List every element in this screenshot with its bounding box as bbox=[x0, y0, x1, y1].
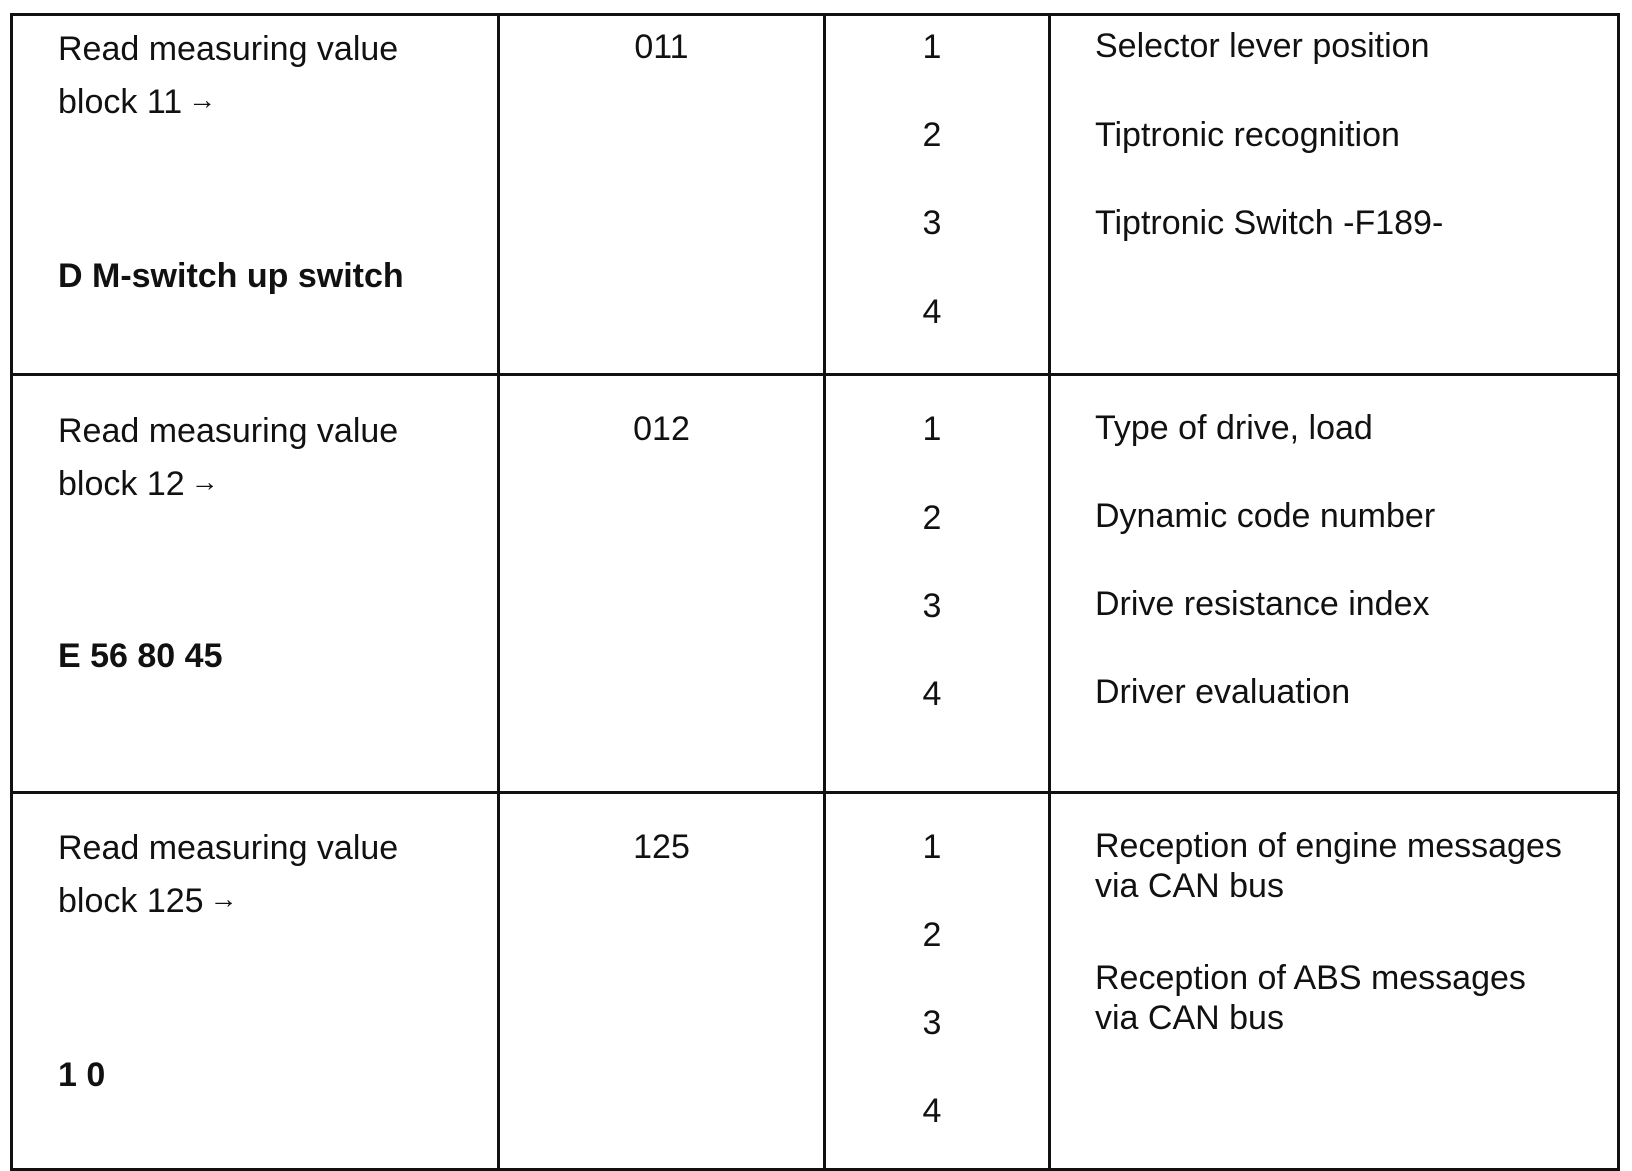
block-label: block 11 bbox=[58, 83, 183, 121]
field-number: 4 bbox=[922, 1092, 942, 1130]
field-number: 2 bbox=[922, 916, 942, 954]
description-line-1: Read measuring value bbox=[58, 412, 399, 450]
block-label: block 12 bbox=[58, 465, 185, 503]
table-row bbox=[13, 791, 1617, 1168]
description-cell bbox=[58, 376, 488, 791]
block-number: 125 bbox=[633, 828, 690, 866]
field-number: 1 bbox=[922, 828, 942, 866]
description-cell bbox=[58, 16, 488, 373]
field-label: Selector lever position bbox=[1095, 27, 1430, 65]
display-field-cell bbox=[826, 794, 1048, 1168]
description-cell bbox=[58, 794, 488, 1168]
table-row bbox=[13, 373, 1617, 791]
field-label-cell bbox=[1051, 16, 1617, 373]
arrow-right-icon: → bbox=[209, 883, 238, 914]
field-number: 3 bbox=[922, 204, 942, 242]
column-divider bbox=[823, 16, 826, 1168]
display-field-cell bbox=[826, 376, 1048, 791]
arrow-right-icon: → bbox=[190, 466, 219, 497]
field-label: Drive resistance index bbox=[1095, 585, 1430, 623]
block-label: block 125 bbox=[58, 882, 204, 920]
field-number: 4 bbox=[922, 293, 942, 331]
field-label: Tiptronic Switch -F189- bbox=[1095, 204, 1444, 242]
specified-value: D M-switch up switch bbox=[58, 257, 404, 295]
field-label: Type of drive, load bbox=[1095, 409, 1373, 447]
block-number-cell bbox=[500, 376, 823, 791]
block-number: 011 bbox=[634, 28, 689, 66]
field-number: 1 bbox=[922, 28, 942, 66]
description-line-1: Read measuring value bbox=[58, 30, 399, 68]
column-divider bbox=[1048, 16, 1051, 1168]
field-label-cell bbox=[1051, 794, 1617, 1168]
field-number: 2 bbox=[922, 499, 942, 537]
description-line-2 bbox=[58, 462, 219, 504]
field-label: Driver evaluation bbox=[1095, 673, 1351, 711]
specified-value: E 56 80 45 bbox=[58, 637, 223, 675]
field-number: 3 bbox=[922, 587, 942, 625]
measuring-value-table bbox=[10, 13, 1620, 1171]
description-line-1: Read measuring value bbox=[58, 829, 399, 867]
field-number: 4 bbox=[922, 675, 942, 713]
description-line-2 bbox=[58, 879, 238, 921]
field-label: Dynamic code number bbox=[1095, 497, 1436, 535]
specified-value: 1 0 bbox=[58, 1056, 106, 1094]
field-number: 3 bbox=[922, 1004, 942, 1042]
block-number-cell bbox=[500, 794, 823, 1168]
field-label: Tiptronic recognition bbox=[1095, 116, 1400, 154]
field-label-cell bbox=[1051, 376, 1617, 791]
field-number: 1 bbox=[922, 410, 942, 448]
display-field-cell bbox=[826, 16, 1048, 373]
field-label: Reception of ABS messages via CAN bus bbox=[1095, 959, 1526, 1037]
block-number-cell bbox=[500, 16, 823, 373]
field-number: 2 bbox=[922, 116, 942, 154]
description-line-2 bbox=[58, 80, 216, 122]
arrow-right-icon: → bbox=[188, 84, 217, 115]
block-number: 012 bbox=[633, 410, 690, 448]
table-row bbox=[13, 16, 1617, 373]
field-label: Reception of engine messages via CAN bus bbox=[1095, 827, 1562, 905]
column-divider bbox=[497, 16, 500, 1168]
